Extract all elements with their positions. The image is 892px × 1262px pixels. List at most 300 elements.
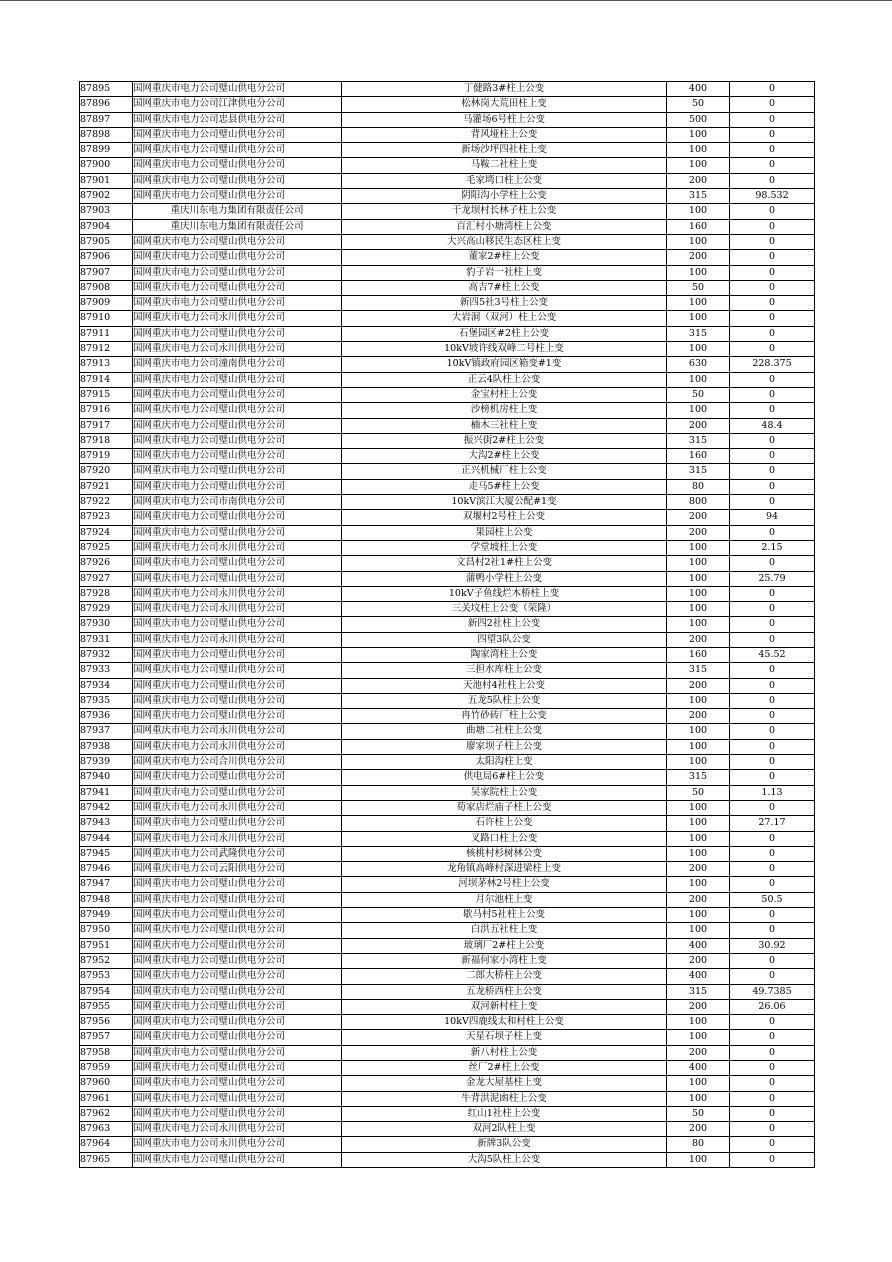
capacity-cell: 315 — [667, 464, 730, 479]
row-id-cell: 87959 — [80, 1061, 133, 1076]
row-id-cell: 87900 — [80, 158, 133, 173]
value-cell: 0 — [730, 127, 815, 142]
value-cell: 0 — [730, 831, 815, 846]
company-cell: 国网重庆市电力公司璧山供电分公司 — [133, 1030, 342, 1045]
table-row — [80, 724, 815, 739]
transformer-name-cell: 阴阳沟小学柱上公变 — [342, 189, 667, 204]
company-cell: 国网重庆市电力公司璧山供电分公司 — [133, 1091, 342, 1106]
row-id-cell: 87937 — [80, 724, 133, 739]
value-cell: 0 — [730, 464, 815, 479]
table-row — [80, 479, 815, 494]
company-cell: 国网重庆市电力公司璧山供电分公司 — [133, 525, 342, 540]
table-row — [80, 586, 815, 601]
value-cell: 45.52 — [730, 647, 815, 662]
value-cell: 228.375 — [730, 357, 815, 372]
capacity-cell: 315 — [667, 663, 730, 678]
value-cell: 0 — [730, 158, 815, 173]
row-id-cell: 87922 — [80, 495, 133, 510]
capacity-cell: 200 — [667, 999, 730, 1014]
capacity-cell: 630 — [667, 357, 730, 372]
company-cell: 国网重庆市电力公司璧山供电分公司 — [133, 617, 342, 632]
table-row — [80, 250, 815, 265]
capacity-cell: 100 — [667, 372, 730, 387]
row-id-cell: 87934 — [80, 678, 133, 693]
company-cell: 国网重庆市电力公司永川供电分公司 — [133, 540, 342, 555]
value-cell: 0 — [730, 82, 815, 97]
row-id-cell: 87949 — [80, 908, 133, 923]
company-cell: 国网重庆市电力公司璧山供电分公司 — [133, 770, 342, 785]
transformer-name-cell: 荀家店烂庙子柱上公变 — [342, 800, 667, 815]
value-cell: 0 — [730, 923, 815, 938]
table-row — [80, 1106, 815, 1121]
capacity-cell: 200 — [667, 173, 730, 188]
transformer-name-cell: 10kV子鱼线烂木桥柱上变 — [342, 586, 667, 601]
value-cell: 0 — [730, 770, 815, 785]
table-row — [80, 173, 815, 188]
value-cell: 0 — [730, 479, 815, 494]
value-cell: 0 — [730, 1045, 815, 1060]
capacity-cell: 200 — [667, 862, 730, 877]
company-cell: 国网重庆市电力公司永川供电分公司 — [133, 586, 342, 601]
capacity-cell: 160 — [667, 219, 730, 234]
company-cell: 国网重庆市电力公司永川供电分公司 — [133, 724, 342, 739]
transformer-name-cell: 白洪五社柱上变 — [342, 923, 667, 938]
transformer-name-cell: 新场沙坪四社柱上变 — [342, 143, 667, 158]
company-cell: 国网重庆市电力公司璧山供电分公司 — [133, 296, 342, 311]
capacity-cell: 160 — [667, 449, 730, 464]
row-id-cell: 87915 — [80, 387, 133, 402]
table-row — [80, 663, 815, 678]
capacity-cell: 200 — [667, 1045, 730, 1060]
capacity-cell: 100 — [667, 617, 730, 632]
transformer-name-cell: 松林岗大荒田柱上变 — [342, 97, 667, 112]
row-id-cell: 87904 — [80, 219, 133, 234]
table-row — [80, 1122, 815, 1137]
value-cell: 0 — [730, 173, 815, 188]
company-cell: 国网重庆市电力公司璧山供电分公司 — [133, 143, 342, 158]
company-cell: 国网重庆市电力公司璧山供电分公司 — [133, 1015, 342, 1030]
value-cell: 0 — [730, 219, 815, 234]
transformer-name-cell: 丝厂2#柱上公变 — [342, 1061, 667, 1076]
transformer-name-cell: 毛家塆口柱上公变 — [342, 173, 667, 188]
capacity-cell: 200 — [667, 953, 730, 968]
transformer-name-cell: 天池村4社柱上公变 — [342, 678, 667, 693]
transformer-name-cell: 歇马村5社柱上公变 — [342, 908, 667, 923]
capacity-cell: 100 — [667, 540, 730, 555]
company-cell: 国网重庆市电力公司璧山供电分公司 — [133, 969, 342, 984]
value-cell: 0 — [730, 617, 815, 632]
page-top-rule — [0, 0, 892, 1]
value-cell: 0 — [730, 204, 815, 219]
transformer-name-cell: 董家2#柱上公变 — [342, 250, 667, 265]
company-cell: 国网重庆市电力公司永川供电分公司 — [133, 311, 342, 326]
row-id-cell: 87935 — [80, 693, 133, 708]
transformer-name-cell: 吴家院柱上公变 — [342, 785, 667, 800]
table-row — [80, 984, 815, 999]
capacity-cell: 50 — [667, 97, 730, 112]
value-cell: 0 — [730, 953, 815, 968]
transformer-name-cell: 10kV坡许线双峰二号柱上变 — [342, 342, 667, 357]
capacity-cell: 100 — [667, 127, 730, 142]
capacity-cell: 200 — [667, 892, 730, 907]
capacity-cell: 400 — [667, 969, 730, 984]
value-cell: 0 — [730, 449, 815, 464]
capacity-cell: 100 — [667, 311, 730, 326]
transformer-name-cell: 玻璃厂2#柱上公变 — [342, 938, 667, 953]
company-cell: 国网重庆市电力公司璧山供电分公司 — [133, 449, 342, 464]
transformer-name-cell: 大沟5队柱上公变 — [342, 1152, 667, 1167]
value-cell: 0 — [730, 586, 815, 601]
table-row — [80, 831, 815, 846]
capacity-cell: 100 — [667, 800, 730, 815]
row-id-cell: 87897 — [80, 112, 133, 127]
transformer-name-cell: 10kV滨江大厦公配#1变 — [342, 495, 667, 510]
company-cell: 重庆川东电力集团有限责任公司 — [133, 219, 342, 234]
table-row — [80, 326, 815, 341]
capacity-cell: 100 — [667, 1091, 730, 1106]
row-id-cell: 87926 — [80, 556, 133, 571]
capacity-cell: 100 — [667, 265, 730, 280]
value-cell: 0 — [730, 693, 815, 708]
company-cell: 国网重庆市电力公司璧山供电分公司 — [133, 892, 342, 907]
table-row — [80, 143, 815, 158]
company-cell: 国网重庆市电力公司璧山供电分公司 — [133, 127, 342, 142]
row-id-cell: 87947 — [80, 877, 133, 892]
row-id-cell: 87943 — [80, 816, 133, 831]
capacity-cell: 100 — [667, 586, 730, 601]
capacity-cell: 100 — [667, 1076, 730, 1091]
company-cell: 国网重庆市电力公司璧山供电分公司 — [133, 265, 342, 280]
table-row — [80, 938, 815, 953]
value-cell: 0 — [730, 1122, 815, 1137]
table-row — [80, 755, 815, 770]
value-cell: 0 — [730, 663, 815, 678]
transformer-name-cell: 核桃村杉树林公变 — [342, 846, 667, 861]
row-id-cell: 87951 — [80, 938, 133, 953]
transformer-name-cell: 振兴街2#柱上公变 — [342, 433, 667, 448]
transformer-name-cell: 丁健路3#柱上公变 — [342, 82, 667, 97]
row-id-cell: 87919 — [80, 449, 133, 464]
transformer-name-cell: 沙榜机房柱上变 — [342, 403, 667, 418]
capacity-cell: 80 — [667, 479, 730, 494]
company-cell: 国网重庆市电力公司璧山供电分公司 — [133, 82, 342, 97]
table-row — [80, 1152, 815, 1167]
capacity-cell: 100 — [667, 204, 730, 219]
company-cell: 重庆川东电力集团有限责任公司 — [133, 204, 342, 219]
transformer-name-cell: 龙角镇高峰村深进梁柱上变 — [342, 862, 667, 877]
company-cell: 国网重庆市电力公司璧山供电分公司 — [133, 1076, 342, 1091]
row-id-cell: 87962 — [80, 1106, 133, 1121]
table-row — [80, 877, 815, 892]
row-id-cell: 87907 — [80, 265, 133, 280]
transformer-name-cell: 三关坟柱上公变（荣隆） — [342, 602, 667, 617]
transformer-name-cell: 马鞍二社柱上变 — [342, 158, 667, 173]
value-cell: 27.17 — [730, 816, 815, 831]
capacity-cell: 80 — [667, 1137, 730, 1152]
table-row — [80, 357, 815, 372]
company-cell: 国网重庆市电力公司永川供电分公司 — [133, 739, 342, 754]
company-cell: 国网重庆市电力公司璧山供电分公司 — [133, 984, 342, 999]
capacity-cell: 100 — [667, 158, 730, 173]
row-id-cell: 87906 — [80, 250, 133, 265]
table-row — [80, 632, 815, 647]
row-id-cell: 87913 — [80, 357, 133, 372]
transformer-name-cell: 10kV四鹿线太和村柱上公变 — [342, 1015, 667, 1030]
transformer-name-cell: 新四2社柱上公变 — [342, 617, 667, 632]
company-cell: 国网重庆市电力公司璧山供电分公司 — [133, 234, 342, 249]
row-id-cell: 87944 — [80, 831, 133, 846]
table-row — [80, 1015, 815, 1030]
table-row — [80, 372, 815, 387]
value-cell: 0 — [730, 525, 815, 540]
transformer-name-cell: 廖家坝子柱上公变 — [342, 739, 667, 754]
capacity-cell: 500 — [667, 112, 730, 127]
company-cell: 国网重庆市电力公司璧山供电分公司 — [133, 418, 342, 433]
company-cell: 国网重庆市电力公司璧山供电分公司 — [133, 877, 342, 892]
transformer-name-cell: 石许柱上公变 — [342, 816, 667, 831]
capacity-cell: 100 — [667, 693, 730, 708]
transformer-name-cell: 大兴高山移民生态区柱上变 — [342, 234, 667, 249]
table-row — [80, 739, 815, 754]
transformer-name-cell: 背风垭柱上公变 — [342, 127, 667, 142]
capacity-cell: 100 — [667, 1152, 730, 1167]
row-id-cell: 87923 — [80, 510, 133, 525]
row-id-cell: 87928 — [80, 586, 133, 601]
company-cell: 国网重庆市电力公司璧山供电分公司 — [133, 663, 342, 678]
value-cell: 0 — [730, 877, 815, 892]
value-cell: 0 — [730, 709, 815, 724]
table-row — [80, 816, 815, 831]
transformer-name-cell: 陶家湾柱上公变 — [342, 647, 667, 662]
table-row — [80, 449, 815, 464]
transformer-name-cell: 河坝茅林2号柱上公变 — [342, 877, 667, 892]
table-row — [80, 602, 815, 617]
company-cell: 国网重庆市电力公司璧山供电分公司 — [133, 189, 342, 204]
transformer-name-cell: 叉路口柱上公变 — [342, 831, 667, 846]
row-id-cell: 87932 — [80, 647, 133, 662]
transformer-name-cell: 天星石坝子柱上变 — [342, 1030, 667, 1045]
table-row — [80, 556, 815, 571]
table-row — [80, 311, 815, 326]
row-id-cell: 87917 — [80, 418, 133, 433]
transformer-name-cell: 牛背洪泥凼柱上公变 — [342, 1091, 667, 1106]
value-cell: 0 — [730, 342, 815, 357]
row-id-cell: 87940 — [80, 770, 133, 785]
value-cell: 0 — [730, 280, 815, 295]
row-id-cell: 87914 — [80, 372, 133, 387]
company-cell: 国网重庆市电力公司璧山供电分公司 — [133, 678, 342, 693]
company-cell: 国网重庆市电力公司武隆供电分公司 — [133, 846, 342, 861]
capacity-cell: 100 — [667, 739, 730, 754]
data-table — [79, 81, 815, 1168]
company-cell: 国网重庆市电力公司璧山供电分公司 — [133, 403, 342, 418]
table-row — [80, 846, 815, 861]
row-id-cell: 87957 — [80, 1030, 133, 1045]
transformer-name-cell: 新福何家小湾柱上变 — [342, 953, 667, 968]
table-row — [80, 387, 815, 402]
table-row — [80, 219, 815, 234]
transformer-name-cell: 二郎大桥柱上公变 — [342, 969, 667, 984]
company-cell: 国网重庆市电力公司璧山供电分公司 — [133, 908, 342, 923]
value-cell: 30.92 — [730, 938, 815, 953]
value-cell: 0 — [730, 433, 815, 448]
transformer-name-cell: 双河新村柱上变 — [342, 999, 667, 1014]
row-id-cell: 87895 — [80, 82, 133, 97]
value-cell: 25.79 — [730, 571, 815, 586]
row-id-cell: 87905 — [80, 234, 133, 249]
value-cell: 0 — [730, 755, 815, 770]
capacity-cell: 100 — [667, 816, 730, 831]
company-cell: 国网重庆市电力公司永川供电分公司 — [133, 602, 342, 617]
row-id-cell: 87961 — [80, 1091, 133, 1106]
capacity-cell: 50 — [667, 387, 730, 402]
company-cell: 国网重庆市电力公司璧山供电分公司 — [133, 433, 342, 448]
company-cell: 国网重庆市电力公司璧山供电分公司 — [133, 709, 342, 724]
value-cell: 0 — [730, 800, 815, 815]
value-cell: 0 — [730, 387, 815, 402]
row-id-cell: 87958 — [80, 1045, 133, 1060]
capacity-cell: 100 — [667, 296, 730, 311]
transformer-name-cell: 走马5#柱上公变 — [342, 479, 667, 494]
value-cell: 0 — [730, 311, 815, 326]
table-row — [80, 464, 815, 479]
company-cell: 国网重庆市电力公司璧山供电分公司 — [133, 1152, 342, 1167]
value-cell: 0 — [730, 1106, 815, 1121]
table-row — [80, 908, 815, 923]
transformer-name-cell: 高吉7#柱上公变 — [342, 280, 667, 295]
value-cell: 0 — [730, 296, 815, 311]
transformer-name-cell: 月尔池柱上变 — [342, 892, 667, 907]
capacity-cell: 100 — [667, 342, 730, 357]
transformer-name-cell: 10kV镇政府园区箱变#1变 — [342, 357, 667, 372]
row-id-cell: 87911 — [80, 326, 133, 341]
table-row — [80, 280, 815, 295]
transformer-name-cell: 新四5社3号柱上公变 — [342, 296, 667, 311]
transformer-name-cell: 石堡园区#2柱上公变 — [342, 326, 667, 341]
row-id-cell: 87938 — [80, 739, 133, 754]
row-id-cell: 87927 — [80, 571, 133, 586]
row-id-cell: 87916 — [80, 403, 133, 418]
row-id-cell: 87965 — [80, 1152, 133, 1167]
table-row — [80, 127, 815, 142]
capacity-cell: 100 — [667, 831, 730, 846]
transformer-name-cell: 五龙5队柱上公变 — [342, 693, 667, 708]
capacity-cell: 100 — [667, 923, 730, 938]
value-cell: 48.4 — [730, 418, 815, 433]
value-cell: 0 — [730, 1076, 815, 1091]
company-cell: 国网重庆市电力公司璧山供电分公司 — [133, 693, 342, 708]
table-row — [80, 418, 815, 433]
company-cell: 国网重庆市电力公司璧山供电分公司 — [133, 250, 342, 265]
value-cell: 0 — [730, 632, 815, 647]
transformer-name-cell: 红山1社柱上公变 — [342, 1106, 667, 1121]
capacity-cell: 400 — [667, 82, 730, 97]
row-id-cell: 87942 — [80, 800, 133, 815]
company-cell: 国网重庆市电力公司永川供电分公司 — [133, 831, 342, 846]
row-id-cell: 87909 — [80, 296, 133, 311]
table-row — [80, 296, 815, 311]
table-row — [80, 969, 815, 984]
row-id-cell: 87902 — [80, 189, 133, 204]
company-cell: 国网重庆市电力公司璧山供电分公司 — [133, 326, 342, 341]
row-id-cell: 87960 — [80, 1076, 133, 1091]
capacity-cell: 400 — [667, 1061, 730, 1076]
table-row — [80, 204, 815, 219]
transformer-name-cell: 双河2队柱上变 — [342, 1122, 667, 1137]
table-body — [80, 82, 815, 1168]
table-row — [80, 1030, 815, 1045]
table-row — [80, 403, 815, 418]
company-cell: 国网重庆市电力公司永川供电分公司 — [133, 1122, 342, 1137]
value-cell: 50.5 — [730, 892, 815, 907]
row-id-cell: 87903 — [80, 204, 133, 219]
row-id-cell: 87950 — [80, 923, 133, 938]
capacity-cell: 200 — [667, 709, 730, 724]
row-id-cell: 87963 — [80, 1122, 133, 1137]
row-id-cell: 87921 — [80, 479, 133, 494]
transformer-name-cell: 文昌村2社1#柱上公变 — [342, 556, 667, 571]
value-cell: 0 — [730, 372, 815, 387]
capacity-cell: 200 — [667, 525, 730, 540]
transformer-name-cell: 冉竹砂砖厂柱上公变 — [342, 709, 667, 724]
row-id-cell: 87920 — [80, 464, 133, 479]
transformer-name-cell: 百汇村小塘湾柱上公变 — [342, 219, 667, 234]
value-cell: 0 — [730, 846, 815, 861]
row-id-cell: 87933 — [80, 663, 133, 678]
table-row — [80, 433, 815, 448]
value-cell: 0 — [730, 908, 815, 923]
company-cell: 国网重庆市电力公司璧山供电分公司 — [133, 816, 342, 831]
capacity-cell: 315 — [667, 189, 730, 204]
table-row — [80, 540, 815, 555]
company-cell: 国网重庆市电力公司云阳供电分公司 — [133, 862, 342, 877]
value-cell: 0 — [730, 234, 815, 249]
table-row — [80, 342, 815, 357]
value-cell: 0 — [730, 1091, 815, 1106]
capacity-cell: 100 — [667, 403, 730, 418]
company-cell: 国网重庆市电力公司璧山供电分公司 — [133, 923, 342, 938]
company-cell: 国网重庆市电力公司忠县供电分公司 — [133, 112, 342, 127]
company-cell: 国网重庆市电力公司永川供电分公司 — [133, 342, 342, 357]
transformer-name-cell: 马灌场6号柱上公变 — [342, 112, 667, 127]
row-id-cell: 87910 — [80, 311, 133, 326]
value-cell: 98.532 — [730, 189, 815, 204]
row-id-cell: 87948 — [80, 892, 133, 907]
capacity-cell: 100 — [667, 755, 730, 770]
table-row — [80, 678, 815, 693]
table-row — [80, 1137, 815, 1152]
transformer-name-cell: 正兴机械厂柱上公变 — [342, 464, 667, 479]
transformer-name-cell: 正云4队柱上公变 — [342, 372, 667, 387]
table-row — [80, 999, 815, 1014]
company-cell: 国网重庆市电力公司璧山供电分公司 — [133, 479, 342, 494]
row-id-cell: 87912 — [80, 342, 133, 357]
transformer-name-cell: 五龙桥西柱上公变 — [342, 984, 667, 999]
value-cell: 0 — [730, 250, 815, 265]
value-cell: 0 — [730, 1030, 815, 1045]
company-cell: 国网重庆市电力公司璧山供电分公司 — [133, 938, 342, 953]
value-cell: 0 — [730, 556, 815, 571]
value-cell: 0 — [730, 739, 815, 754]
table-row — [80, 693, 815, 708]
capacity-cell: 200 — [667, 1122, 730, 1137]
table-row — [80, 82, 815, 97]
transformer-name-cell: 干龙坝村长林子柱上公变 — [342, 204, 667, 219]
capacity-cell: 400 — [667, 938, 730, 953]
company-cell: 国网重庆市电力公司璧山供电分公司 — [133, 556, 342, 571]
table-row — [80, 709, 815, 724]
row-id-cell: 87929 — [80, 602, 133, 617]
